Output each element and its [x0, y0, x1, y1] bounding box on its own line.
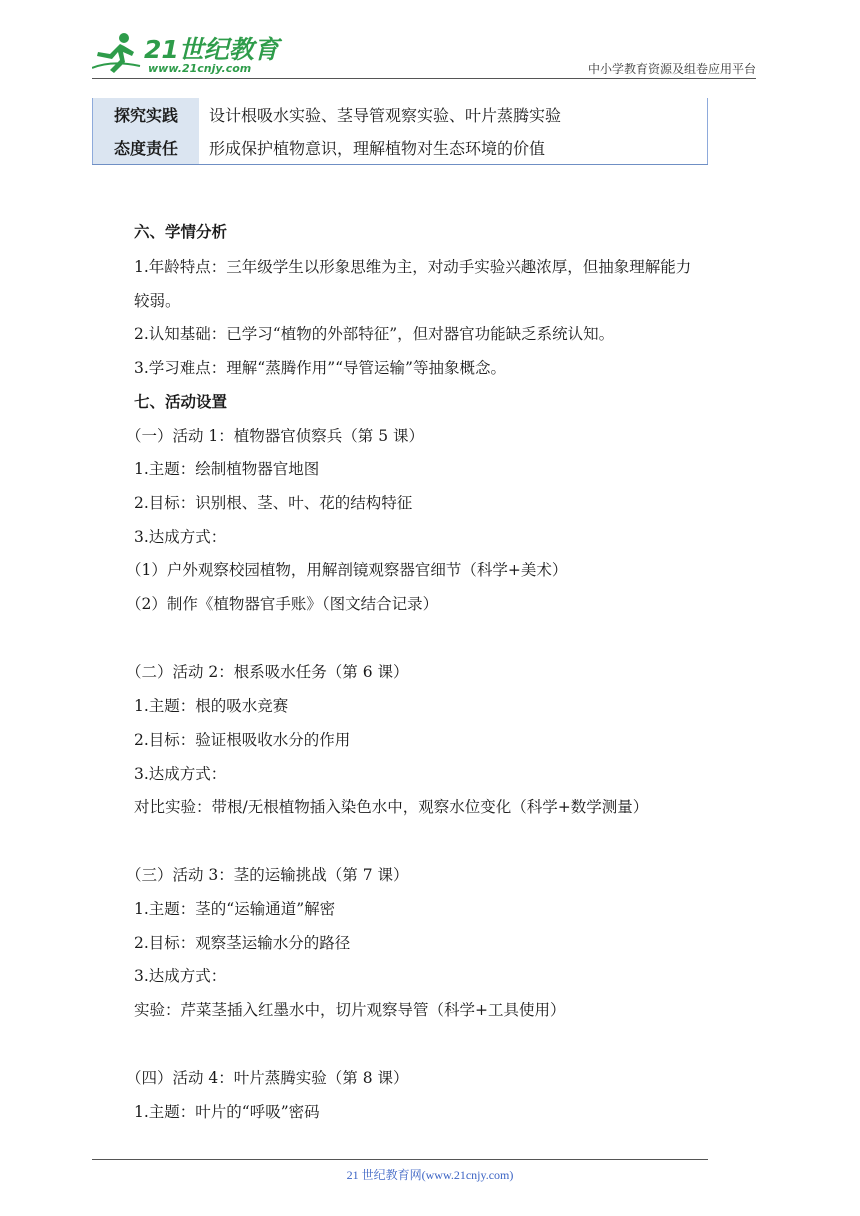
table-row-label: 态度责任 [93, 131, 200, 165]
paragraph: 1.年龄特点：三年级学生以形象思维为主，对动手实验兴趣浓厚，但抽象理解能力 [134, 258, 692, 276]
footer-divider [92, 1159, 708, 1160]
footer-link[interactable]: 21 世纪教育网(www.21cnjy.com) [346, 1168, 514, 1182]
paragraph: 3.达成方式： [134, 967, 227, 985]
header-divider [92, 78, 756, 79]
paragraph: 1.主题：绘制植物器官地图 [134, 460, 320, 478]
paragraph: 2.目标：识别根、茎、叶、花的结构特征 [134, 494, 413, 512]
table-row [93, 131, 708, 165]
activity-title: （三）活动 3：茎的运输挑战（第 7 课） [126, 866, 409, 884]
table-row [93, 98, 708, 131]
paragraph: 1.主题：叶片的“呼吸”密码 [134, 1103, 320, 1121]
header-tagline: 中小学教育资源及组卷应用平台 [587, 62, 756, 76]
logo-url: www.21cnjy.com [148, 62, 252, 75]
activity-title: （二）活动 2：根系吸水任务（第 6 课） [126, 663, 409, 681]
paragraph: 1.主题：茎的“运输通道”解密 [134, 900, 336, 918]
paragraph: 3.达成方式： [134, 765, 227, 783]
paragraph: 3.学习难点：理解“蒸腾作用”“导管运输”等抽象概念。 [134, 359, 506, 377]
site-logo[interactable] [92, 30, 279, 78]
paragraph: （2）制作《植物器官手账》（图文结合记录） [126, 595, 439, 613]
paragraph: 对比实验：带根/无根植物插入染色水中，观察水位变化（科学+数学测量） [134, 798, 649, 816]
paragraph: 2.认知基础：已学习“植物的外部特征”，但对器官功能缺乏系统认知。 [134, 325, 615, 343]
section-heading: 七、活动设置 [134, 393, 228, 411]
table-row-value: 设计根吸水实验、茎导管观察实验、叶片蒸腾实验 [199, 98, 708, 131]
paragraph: 实验：芹菜茎插入红墨水中，切片观察导管（科学+工具使用） [134, 1001, 566, 1019]
activity-title: （一）活动 1：植物器官侦察兵（第 5 课） [126, 427, 425, 445]
table-row-value: 形成保护植物意识，理解植物对生态环境的价值 [199, 131, 708, 165]
section-heading: 六、学情分析 [134, 223, 228, 241]
paragraph: 2.目标：验证根吸收水分的作用 [134, 731, 351, 749]
paragraph: 2.目标：观察茎运输水分的路径 [134, 934, 351, 952]
paragraph: 3.达成方式： [134, 528, 227, 546]
page-header [0, 0, 860, 90]
paragraph: 较弱。 [134, 292, 181, 310]
objectives-table [92, 98, 708, 165]
paragraph: （1）户外观察校园植物，用解剖镜观察器官细节（科学+美术） [126, 561, 568, 579]
runner-logo-icon [92, 30, 142, 74]
activity-title: （四）活动 4：叶片蒸腾实验（第 8 课） [126, 1069, 409, 1087]
logo-text: 21世纪教育 [144, 35, 279, 64]
table-row-label: 探究实践 [93, 98, 200, 131]
paragraph: 1.主题：根的吸水竞赛 [134, 697, 289, 715]
